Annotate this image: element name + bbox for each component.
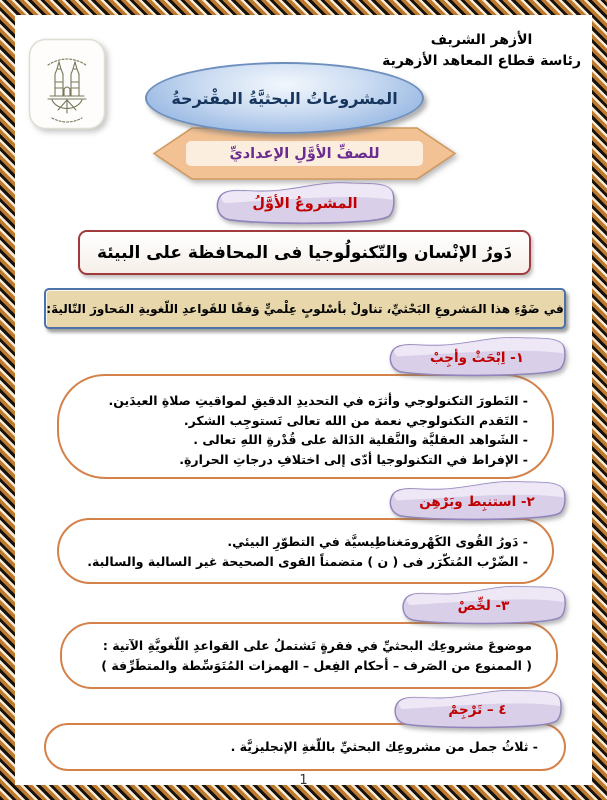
section-line: ( الممنوع من الصَرف – أحكام الفِعل – الهمزات المُتَوَسِّطة والمتطَرِّفة ) — [101, 657, 532, 673]
section-4-tab-text: ٤ – تَرْجِمْ — [448, 702, 507, 718]
section-1-content — [59, 376, 552, 469]
org-name: الأزهر الشريف — [430, 32, 533, 48]
org-header — [382, 30, 581, 72]
section-2-content — [59, 520, 552, 571]
section-line: - الشَواهد العقليَّة والنَّقلية الدَالة على قُدْرةِ اللهِ تعالى . — [193, 432, 528, 447]
section-line: - دَورُ القُوى الكَهْرومَغناطِيسيَّة في التطوّرِ البيئي. — [227, 534, 528, 549]
section-1-box — [57, 374, 554, 479]
section-3-tab-text: ٣- لخِّصْ — [457, 598, 510, 614]
section-2-tab-text: ٢- استنبِط وبَرْهِن — [419, 493, 535, 510]
section-line: - الإفراط في التكنولوجيا أدّى إلى اختلافِ درجاتِ الحرارةِ. — [179, 451, 528, 467]
intro-banner — [44, 288, 566, 329]
section-line: - الضّرْب المُتكّرَر فى ( ن ) متضمناً القوى الصحيحة غير السالبة والسالبة. — [87, 553, 528, 569]
section-line: - التَطورَ التكنولوجي وأثرَه في التحديدِ الدقيقِ لمواقيتِ صلاةِ العيدَين. — [108, 393, 528, 408]
project-ribbon — [213, 178, 397, 226]
section-1-tab-text: ١- اِبْحَثْ وأجِبْ — [430, 349, 525, 366]
section-line: - التَقدم التكنولوجي نعمة من الله تعالى تَستوجِب الشكر. — [183, 412, 528, 428]
section-3-content — [62, 624, 556, 675]
section-4-box — [44, 723, 566, 771]
project-ribbon-text: المشروعُ الأوَّلُ — [252, 196, 358, 212]
section-line: موضوعَ مشروعِك البحثيِّ في فقرةٍ تَشتملُ على القواعدِ اللّغويَّةِ الآتية : — [102, 638, 532, 653]
main-title-text: المشروعاتُ البحثيَّةُ المقْترحةُ — [171, 88, 398, 108]
section-3-box — [60, 622, 558, 689]
intro-text: في ضَوْءِ هذا المَشروعِ البَحْثيِّ، تناولْ بأسْلوبٍ عِلْميٍّ وَفقًا للقَواعدِ اللّغويةِ المَحاورَ التّاليةَ: — [46, 301, 564, 316]
section-1-tab — [386, 333, 568, 378]
project-title-box — [78, 230, 531, 275]
section-2-tab — [386, 477, 568, 522]
org-department: رئاسة قطاع المعاهد الأزهرية — [382, 53, 581, 69]
main-title-oval — [145, 62, 424, 134]
al-azhar-logo-icon — [28, 38, 106, 130]
project-title-text: دَورُ الإنْسان والتّكنولُوجيا فى المحافظة على البيئة — [96, 242, 513, 263]
section-4-tab — [391, 686, 564, 730]
grade-arrow-banner — [152, 127, 457, 180]
section-3-tab — [399, 582, 568, 626]
section-2-box — [57, 518, 554, 584]
page-number: 1 — [299, 773, 308, 788]
section-line: - ثلاثُ جمل من مشروعِك البحثيِّ باللّغةِ الإنجليزيَّة . — [230, 739, 538, 754]
grade-text: للصفِّ الأوَّلِ الإعداديِّ — [229, 145, 380, 162]
